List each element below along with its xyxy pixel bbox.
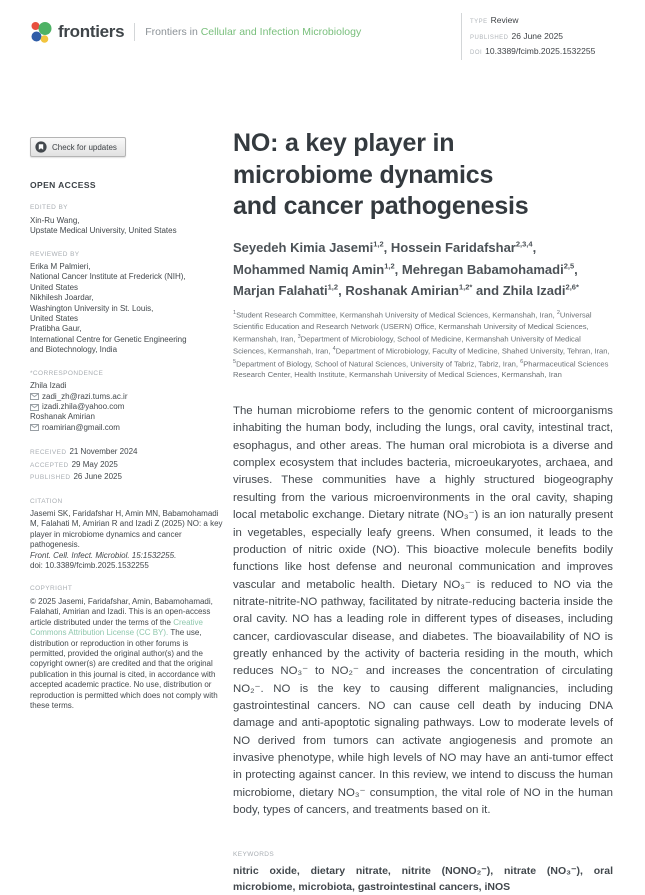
affil-sup: 1 xyxy=(233,309,237,316)
journal-name[interactable] xyxy=(145,26,361,38)
author-name: Marjan Falahati xyxy=(233,283,328,299)
envelope-icon xyxy=(30,393,39,400)
citation-label: CITATION xyxy=(30,497,63,505)
meta-type-label: TYPE xyxy=(470,19,488,25)
author-name: Mehregan Babamohamadi xyxy=(401,261,564,277)
author-name: Seyedeh Kimia Jasemi xyxy=(233,239,374,255)
crossmark-icon xyxy=(35,141,47,153)
published-label: PUBLISHED xyxy=(30,474,71,482)
email-address[interactable]: zadi_zh@razi.tums.ac.ir xyxy=(42,391,128,401)
author-separator: , xyxy=(574,261,578,277)
affil-text: Universal Scientific Education and Research Network (USERN) Office, Kermanshah University of Medical Sciences, Kermanshah, Iran, xyxy=(233,310,592,344)
article-main xyxy=(233,128,613,895)
author xyxy=(391,240,536,255)
affil-sup: 6 xyxy=(520,358,524,365)
copyright-label: COPYRIGHT xyxy=(30,585,73,593)
author-separator: , xyxy=(532,239,537,255)
author-affil-sup: 1,2 xyxy=(384,261,395,271)
list-line: Washington University in St. Louis, xyxy=(30,303,154,313)
affil-text: Pharmaceutical Sciences Research Center, Health Institute, Kermanshah University of Medical Sciences, Kermanshah, Iran xyxy=(233,359,609,380)
author-affil-sup: 2,6* xyxy=(565,283,579,293)
meta-doi-label: DOI xyxy=(470,50,483,56)
accepted-row xyxy=(30,459,224,472)
received-value: 21 November 2024 xyxy=(69,447,138,457)
author-affil-sup: 1,2 xyxy=(327,283,339,293)
list-line: Nikhilesh Joardar, xyxy=(30,293,94,303)
keywords-label: KEYWORDS xyxy=(233,851,275,859)
copyright-text-post: The use, distribution or reproduction in other forums is permitted, provided the original author(s) and the copyright owner(s) are credited and that the original publication in this journal is cited, in accordance with accepted academic practice. No use, distribution or reproduction is permitted which does not comply with these terms. xyxy=(30,628,218,710)
article-title xyxy=(233,128,613,223)
email-row[interactable] xyxy=(30,423,224,433)
author xyxy=(402,262,578,277)
affil-text: Department of Microbiology, School of Medicine, Kermanshah University of Medical Sciences, Kermanshah, Iran, xyxy=(233,334,581,356)
citation-text: Jasemi SK, Faridafshar H, Amin MN, Babamohamadi M, Falahati M, Amirian R and Izadi Z (2025) NO: a key player in microbiome dynamics and cancer pathogenesis. xyxy=(30,509,223,550)
author-separator: and xyxy=(472,283,503,299)
correspondence-label: *CORRESPONDENCE xyxy=(30,369,104,377)
author-affil-sup: 2,3,4 xyxy=(515,239,533,249)
list-line: United States xyxy=(30,314,79,324)
meta-published-row xyxy=(470,29,595,45)
list-line: Upstate Medical University, United States xyxy=(30,226,177,236)
author-affil-sup: 1,2* xyxy=(458,283,473,293)
author xyxy=(503,283,579,298)
citation-doi[interactable]: doi: 10.3389/fcimb.2025.1532255 xyxy=(30,561,149,571)
author xyxy=(233,240,391,255)
left-sidebar xyxy=(30,137,224,711)
author xyxy=(345,283,502,298)
frontiers-wordmark: frontiers xyxy=(58,22,125,41)
author-name: Zhila Izadi xyxy=(502,283,566,299)
abstract-text: The human microbiome refers to the genomic content of microorganisms inhabiting the human body, including the lungs, oral cavity, intestinal tract, esophagus, and other areas. The human oral microbiota is a diverse and complex ecosystem that includes bacteria, microeukaryotes, archaea, and viruses. These communities have a highly structured biogeography resulting from the various microenvironments in the oral cavity, shaping local metabolic exchange. Dietary nitrate (NO₃⁻) is an ion naturally present in vegetables, especially leafy greens. When consumed, it leads to the production of nitric oxide (NO). This bioactive molecule benefits bodily functions like host defense and neuronal communication and improves vascular and metabolic health. Dietary NO₃⁻ is reduced to NO via the nitrate-nitrite-NO pathway, facilitated by nitrate-reducing bacteria inside the oral cavity. NO has a leading role in different types of diseases, including cancer, cardiovascular disease, and diabetes. The bioavailability of NO is greatly enhanced by the activity of bacteria residing in the mouth, which reduces NO₃⁻ to NO₂⁻ and increases the concentration of circulating NO₂⁻. NO is the key to causing different malignancies, including gastrointestinal cancers. NO can cause cell death by inducing DNA damage and anti-apoptotic signaling pathways. Low to moderate levels of NO derived from tumors can activate angiogenesis and promote an invasive phenotype, while high levels of NO may have an anti-tumor effect in protecting against cancer. In this review, we intend to discuss the human microbiome, dietary NO₃⁻ consumption, the vital role of NO in the human body, types of cancers, and treatments based on it. xyxy=(233,405,613,817)
affiliations xyxy=(233,308,613,380)
meta-published-label: PUBLISHED xyxy=(470,34,509,41)
reviewed-by-label: REVIEWED BY xyxy=(30,250,80,258)
email-address[interactable]: roamirian@gmail.com xyxy=(42,422,120,432)
list-line: Pratibha Gaur, xyxy=(30,324,82,334)
citation-journal: Front. Cell. Infect. Microbiol. 15:1532255. xyxy=(30,550,177,560)
page-header xyxy=(0,0,645,62)
affil-sup: 4 xyxy=(332,346,336,353)
title-line-2: microbiome dynamics xyxy=(233,160,494,189)
list-line: and Biotechnology, India xyxy=(30,345,118,355)
list-line: Xin-Ru Wang, xyxy=(30,215,80,225)
received-label: RECEIVED xyxy=(30,449,67,457)
keywords-text: nitric oxide, dietary nitrate, nitrite (NONO₂⁻), nitrate (NO₃⁻), oral microbiome, microbiota, gastrointestinal cancers, iNOS xyxy=(233,865,613,893)
affil-sup: 5 xyxy=(233,358,237,365)
meta-type-value: Review xyxy=(490,15,519,25)
envelope-icon xyxy=(30,424,39,431)
affil-sup: 2 xyxy=(556,309,560,316)
meta-published-value: 26 June 2025 xyxy=(511,30,564,41)
copyright-text-pre: © 2025 Jasemi, Faridafshar, Amin, Babamohamadi, Falahati, Amirian and Izadi. This is an open-access article distributed under the terms of the xyxy=(30,596,213,627)
author-separator: , xyxy=(338,283,346,299)
list-line: International Centre for Genetic Engineering xyxy=(30,334,187,344)
affil-sup: 3 xyxy=(297,333,301,340)
article-dates xyxy=(30,446,224,484)
envelope-icon xyxy=(30,404,39,411)
author-affil-sup: 1,2 xyxy=(373,239,384,249)
published-row xyxy=(30,471,224,484)
title-line-1: NO: a key player in xyxy=(233,129,455,157)
affil-text: Department of Microbiology, Faculty of Medicine, Shahed University, Tehran, Iran, xyxy=(335,346,610,356)
copyright-block xyxy=(30,597,224,711)
email-row[interactable] xyxy=(30,392,224,402)
cc-by-license-link[interactable]: Creative Commons Attribution License (CC BY). xyxy=(30,617,203,638)
author-separator: , xyxy=(383,239,391,255)
affil-text: Student Research Committee, Kermanshah University of Medical Sciences, Kermanshah, Iran, xyxy=(236,310,557,320)
author xyxy=(233,283,345,298)
list-line: United States xyxy=(30,282,79,292)
frontiers-logo-icon xyxy=(30,20,52,44)
edited-by-label: EDITED BY xyxy=(30,204,68,212)
author-name: Roshanak Amirian xyxy=(345,283,459,299)
author-separator: , xyxy=(394,261,402,277)
meta-doi-value[interactable]: 10.3389/fcimb.2025.1532255 xyxy=(485,46,596,56)
email-address[interactable]: izadi.zhila@yahoo.com xyxy=(42,401,125,411)
check-for-updates-label: Check for updates xyxy=(52,142,117,152)
header-divider xyxy=(134,23,135,41)
meta-type-row xyxy=(470,13,595,29)
journal-title[interactable]: Cellular and Infection Microbiology xyxy=(200,26,362,38)
journal-prefix: Frontiers in xyxy=(145,26,198,38)
published-value: 26 June 2025 xyxy=(73,472,122,482)
author-name: Mohammed Namiq Amin xyxy=(233,261,385,277)
correspondent-name: Zhila Izadi xyxy=(30,381,67,391)
author-name: Hossein Faridafshar xyxy=(390,239,516,255)
check-for-updates-button[interactable] xyxy=(30,137,126,157)
reviewed-by-list xyxy=(30,262,224,356)
article-meta xyxy=(461,13,595,60)
correspondent-name: Roshanak Amirian xyxy=(30,412,95,422)
accepted-label: ACCEPTED xyxy=(30,461,69,469)
title-line-3: and cancer pathogenesis xyxy=(233,192,529,220)
meta-doi-row xyxy=(470,44,595,60)
authors-line xyxy=(233,236,613,301)
author-affil-sup: 2,5 xyxy=(563,261,575,271)
accepted-value: 29 May 2025 xyxy=(71,459,118,469)
email-row[interactable] xyxy=(30,402,224,412)
list-line: National Cancer Institute at Frederick (NIH), xyxy=(30,272,186,282)
affil-text: Department of Biology, School of Natural Sciences, University of Tabriz, Tabriz, Iran, xyxy=(236,359,521,369)
list-line: Erika M Palmieri, xyxy=(30,262,91,272)
received-row xyxy=(30,446,224,459)
edited-by-list xyxy=(30,216,224,237)
frontiers-logo[interactable] xyxy=(30,20,361,44)
correspondence-block xyxy=(30,381,224,433)
citation-block xyxy=(30,509,224,571)
open-access-badge: OPEN ACCESS xyxy=(30,180,96,190)
author xyxy=(233,262,402,277)
